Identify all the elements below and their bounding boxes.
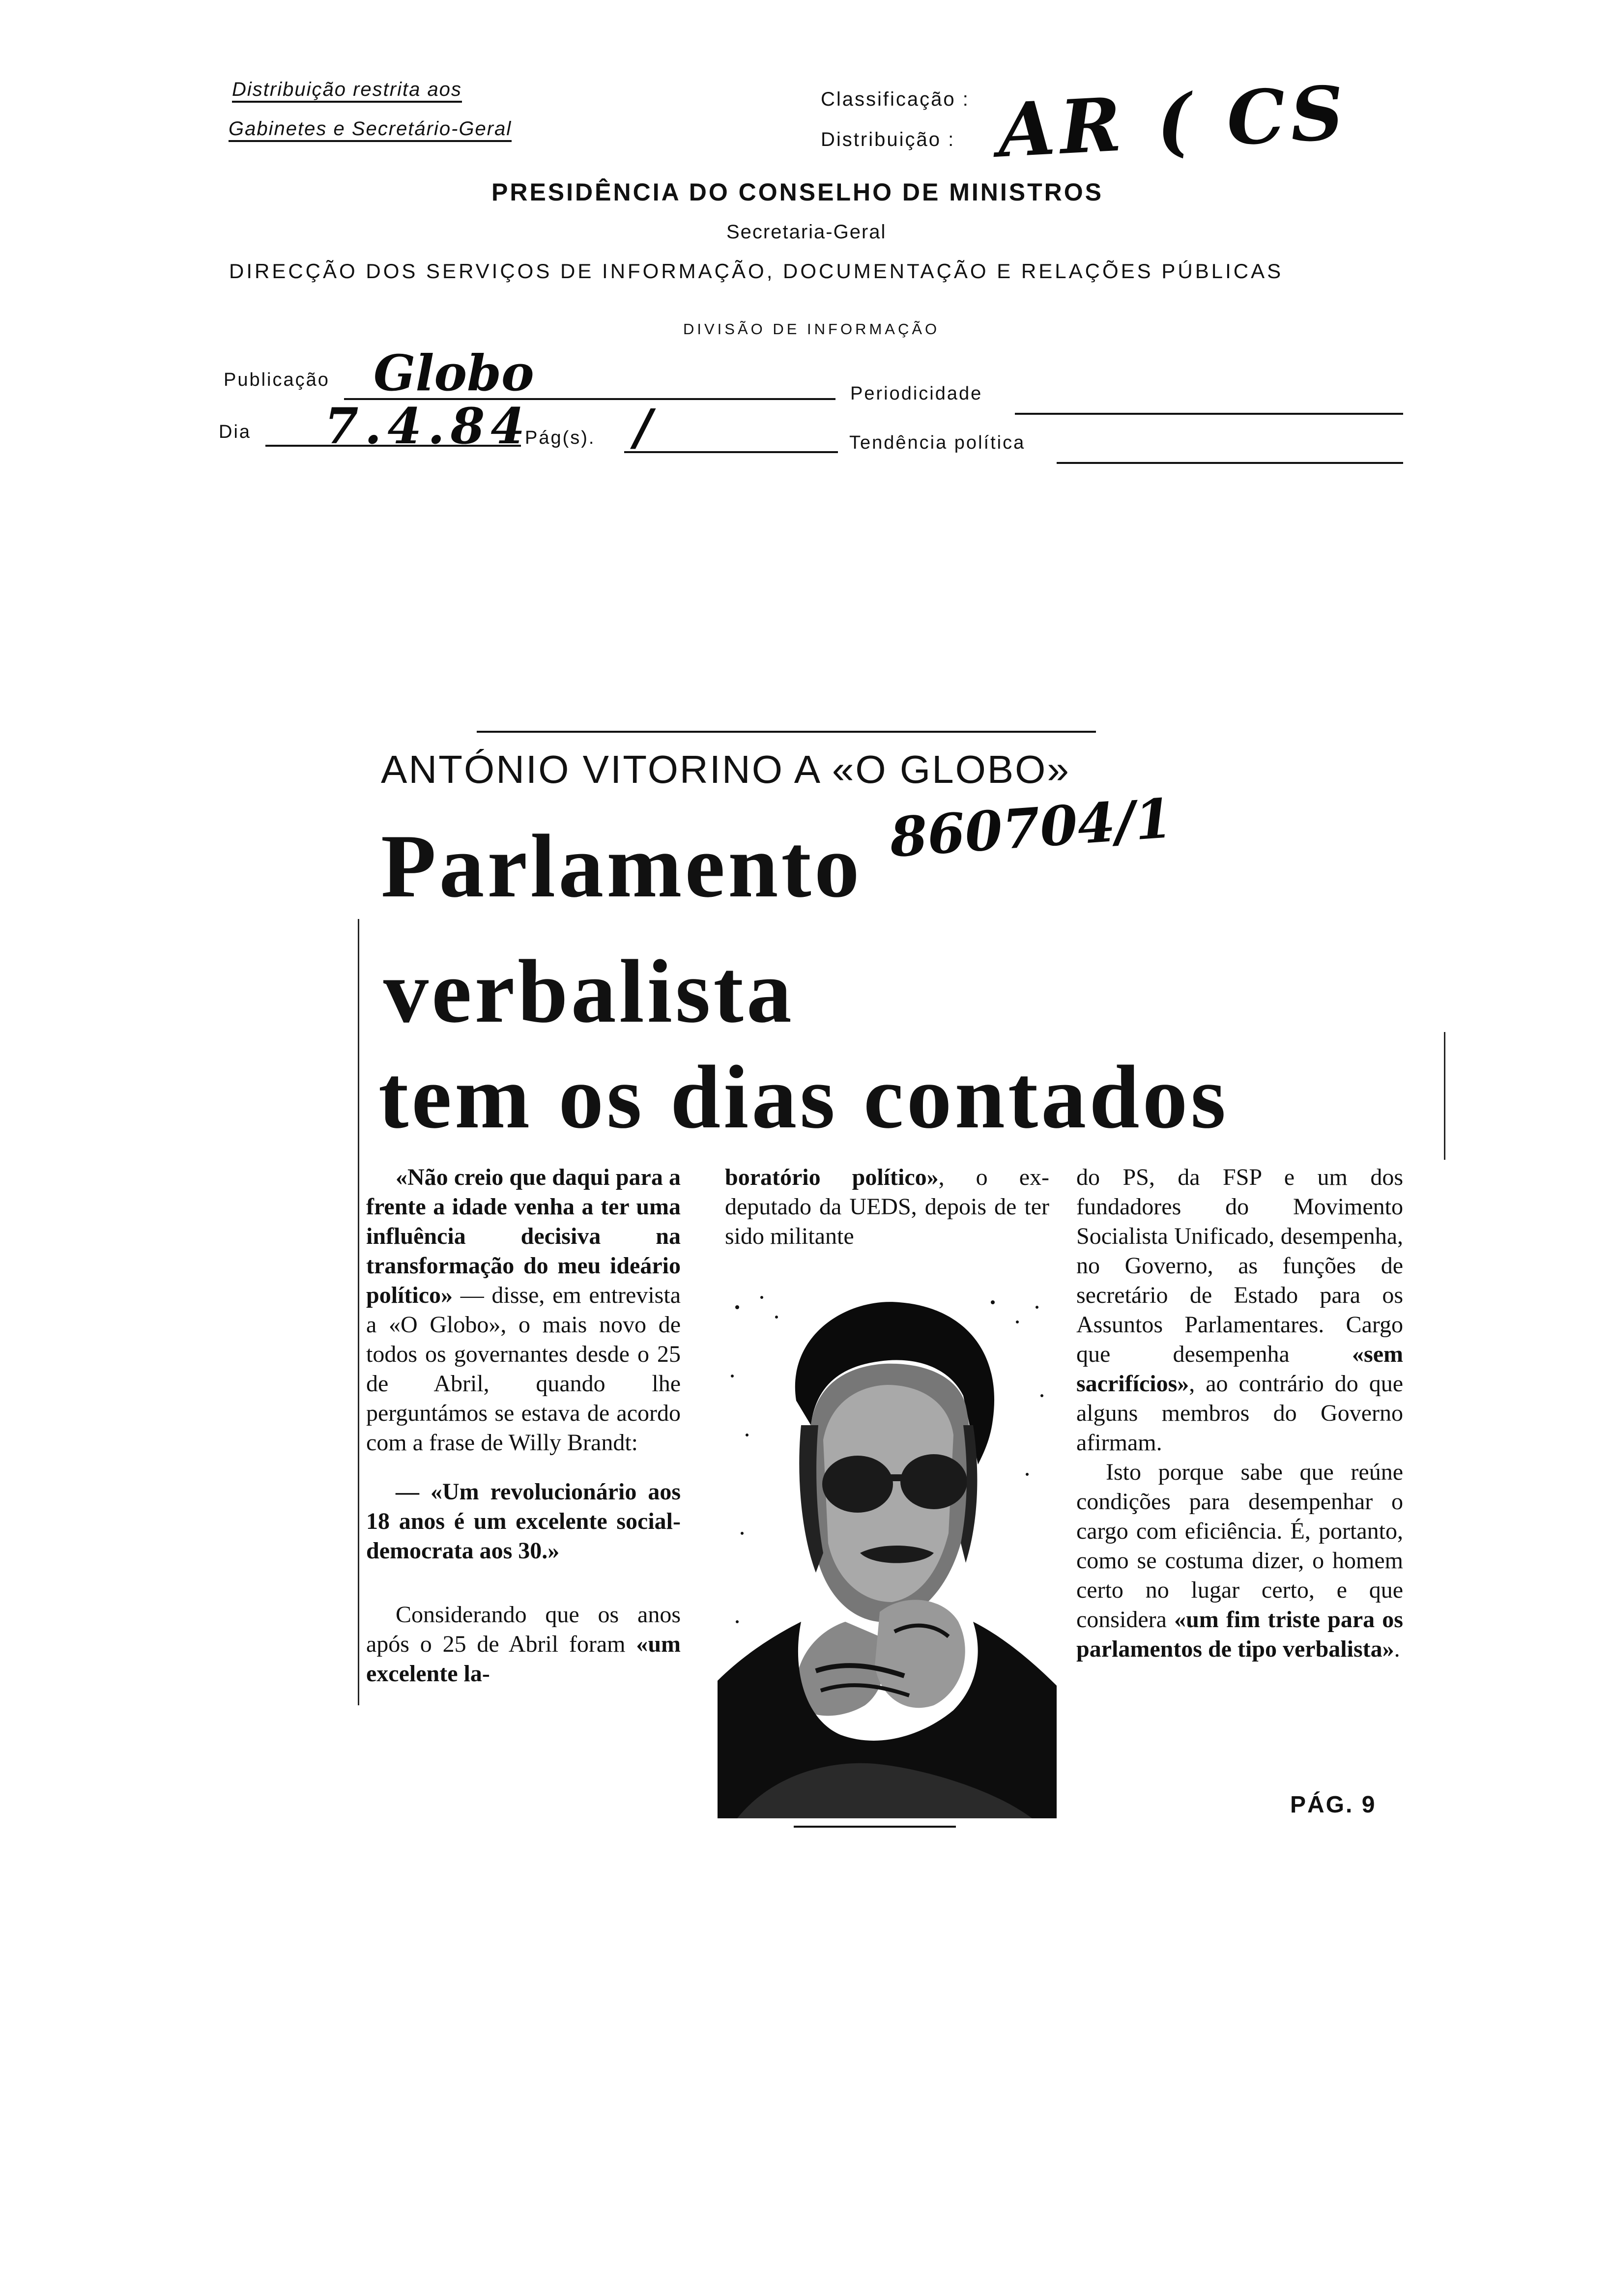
handwritten-reference: 860704/1	[888, 786, 1175, 869]
article-column-1	[366, 1163, 681, 1689]
portrait-photo	[718, 1278, 1057, 1818]
distribution-restriction-line2: Gabinetes e Secretário-Geral	[229, 118, 512, 142]
pags-handwritten: /	[634, 398, 652, 456]
distribution-restriction-line1: Distribuição restrita aos	[232, 79, 462, 103]
photo-bottom-rule	[794, 1826, 956, 1828]
pags-label: Pág(s).	[525, 428, 596, 448]
article-right-margin-rule	[1444, 1032, 1445, 1160]
article-kicker: ANTÓNIO VITORINO A «O GLOBO»	[381, 747, 1070, 791]
handwritten-classification: AR ( CS	[995, 69, 1351, 174]
article-left-margin-rule	[358, 919, 359, 1705]
headline-line-1: Parlamento	[381, 816, 863, 916]
tendencia-field-line	[1057, 462, 1403, 464]
column-1-paragraph-3: Considerando que os anos após o 25 de Abril foram «um excelente la-	[366, 1602, 681, 1687]
article-column-3	[1076, 1163, 1403, 1664]
distribuicao-label: Distribuição :	[821, 129, 955, 150]
directorate-line: DIRECÇÃO DOS SERVIÇOS DE INFORMAÇÃO, DOCUMENTAÇÃO E RELAÇÕES PÚBLICAS	[229, 259, 1284, 283]
org-subtitle: Secretaria-Geral	[726, 221, 887, 243]
division-line: DIVISÃO DE INFORMAÇÃO	[683, 320, 940, 338]
column-3-paragraph-2: Isto porque sabe que reúne condições para desempenhar o cargo com eficiência. É, portanto, como se costuma dizer, o homem certo no lugar certo, e que considera «um fim triste para os parlamentos de tipo verbalista».	[1076, 1459, 1403, 1662]
org-title: PRESIDÊNCIA DO CONSELHO DE MINISTROS	[491, 178, 1104, 206]
column-1-paragraph-1: «Não creio que daqui para a frente a idade venha a ter uma influência decisiva na transformação do meu ideário político» — disse, em entrevista a «O Globo», o mais novo de todos os governantes desde o 25 de Abril, quando lhe perguntámos se estava de acordo com a frase de Willy Brandt:	[366, 1164, 681, 1456]
column-1-paragraph-2: — «Um revolucionário aos 18 anos é um excelente social-democrata aos 30.»	[366, 1479, 681, 1564]
periodicidade-field-line	[1015, 413, 1403, 415]
dia-label: Dia	[219, 422, 252, 442]
headline-line-3: tem os dias contados	[378, 1047, 1229, 1147]
column-3-paragraph-1: do PS, da FSP e um dos fundadores do Movimento Socialista Unificado, desempenha, no Governo, as funções de secretário de Estado para os Assuntos Parlamentares. Cargo que desempenha «sem sacrifícios», ao contrário do que alguns membros do Governo afirmam.	[1076, 1164, 1403, 1456]
article-top-rule	[477, 731, 1096, 733]
article-column-2-text	[725, 1163, 1049, 1251]
tendencia-label: Tendência política	[849, 432, 1026, 453]
periodicidade-label: Periodicidade	[850, 383, 983, 404]
classificacao-label: Classificação :	[821, 88, 970, 110]
column-2-paragraph-1: boratório político», o ex-deputado da UEDS, depois de ter sido militante	[725, 1164, 1049, 1249]
dia-field-line	[265, 445, 521, 447]
publicacao-handwritten: Globo	[374, 344, 534, 402]
headline-line-2: verbalista	[383, 941, 795, 1041]
dia-handwritten: 7.4.84	[324, 397, 531, 455]
continuation-page-ref: PÁG. 9	[1290, 1792, 1377, 1818]
pags-field-line	[624, 451, 838, 453]
publicacao-label: Publicação	[224, 370, 330, 390]
